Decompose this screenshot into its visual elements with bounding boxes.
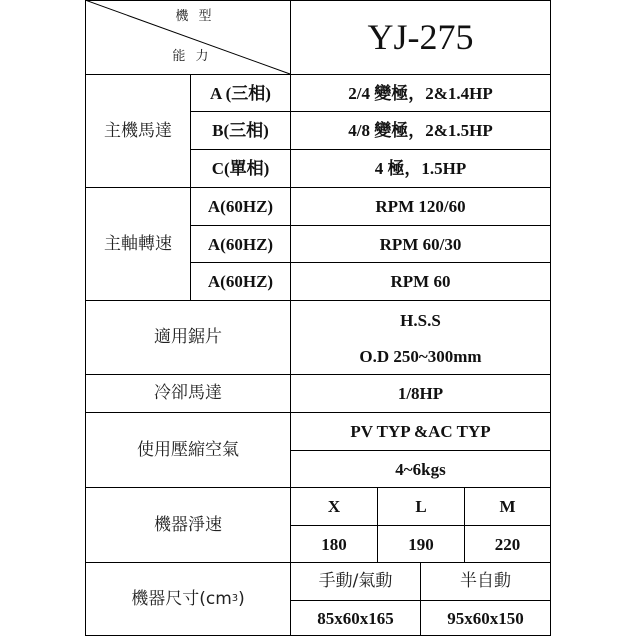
spindle-spec-1: RPM 120/60: [375, 197, 466, 216]
dimensions-label-sup: 3: [231, 593, 239, 604]
dimensions-label-close: ): [238, 588, 245, 609]
net-weight-col-m: M: [499, 497, 516, 516]
header-power-label: 能 力: [172, 48, 212, 64]
dimensions-label-text: 機器尺寸(cm: [131, 588, 232, 609]
main-motor-spec-b: 4/8 變極，2&1.5HP: [348, 121, 493, 140]
spindle-type-2: A(60HZ): [207, 234, 274, 254]
net-weight-val-x: 180: [321, 534, 347, 554]
air-pressure: 4~6kgs: [395, 459, 446, 479]
main-motor-spec-a: 2/4 變極，2&1.4HP: [348, 83, 493, 103]
spindle-speed-label: 主軸轉速: [104, 233, 172, 254]
net-weight-col-l: L: [415, 497, 427, 516]
net-weight-label: 機器淨速: [154, 514, 222, 535]
dimensions-val-manual: 85x60x165: [317, 608, 394, 628]
saw-blade-label: 適用鋸片: [154, 327, 222, 347]
saw-blade-material: H.S.S: [400, 310, 441, 330]
spindle-spec-3: RPM 60: [390, 272, 451, 291]
net-weight-col-x: X: [327, 497, 341, 516]
coolant-motor-value: 1/8HP: [397, 384, 444, 403]
spindle-type-1: A(60HZ): [207, 197, 274, 216]
main-motor-type-c: C(單相): [211, 159, 270, 178]
main-motor-spec-c: 4 極，1.5HP: [374, 159, 467, 178]
dimensions-col-manual: 手動/氣動: [318, 571, 393, 591]
main-motor-type-a: A (三相): [210, 83, 271, 103]
dimensions-col-semi-auto: 半自動: [460, 571, 511, 591]
model-number: YJ-275: [367, 17, 474, 57]
saw-blade-diameter: O.D 250~300mm: [359, 346, 482, 366]
coolant-motor-label: 冷卻馬達: [154, 383, 222, 403]
header-model-label: 機 型: [175, 8, 215, 24]
dimensions-label: [86, 563, 290, 635]
net-weight-val-l: 190: [408, 534, 434, 554]
main-motor-label: 主機馬達: [104, 120, 172, 141]
net-weight-val-m: 220: [494, 534, 521, 554]
air-label: 使用壓縮空氣: [137, 439, 239, 460]
main-motor-type-b: B(三相): [212, 121, 269, 140]
spindle-type-3: A(60HZ): [207, 272, 274, 291]
spindle-spec-2: RPM 60/30: [379, 234, 462, 254]
air-type: PV TYP &AC TYP: [350, 422, 491, 441]
dimensions-val-semi-auto: 95x60x150: [447, 608, 524, 628]
